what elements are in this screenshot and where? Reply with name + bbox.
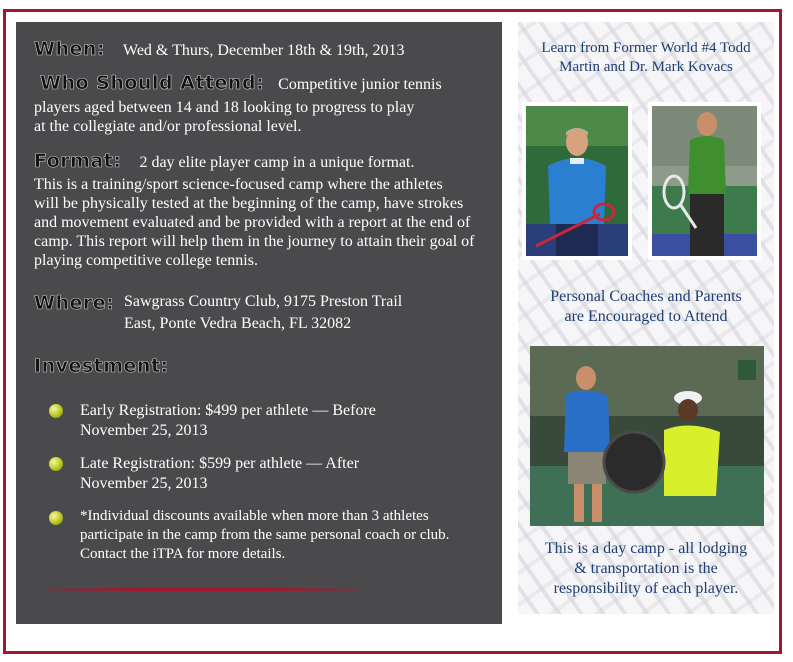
format-heading: Format:: [34, 150, 122, 172]
training-photo: [530, 346, 764, 526]
tennis-ball-bullet-icon: [49, 457, 63, 471]
tennis-ball-bullet-icon: [49, 511, 63, 525]
red-divider: [46, 588, 358, 591]
daycamp-line3: responsibility of each player.: [553, 580, 739, 597]
info-panel: [16, 22, 502, 624]
format-line6: playing competitive college tennis.: [34, 252, 258, 269]
daycamp-line1: This is a day camp - all lodging: [544, 540, 748, 557]
todd-martin-photo: [522, 102, 632, 260]
early-line1: Early Registration: $499 per athlete — Before: [80, 402, 376, 419]
discount-line2: participate in the camp from the same personal coach or club.: [80, 527, 450, 543]
daycamp-line2: & transportation is the: [574, 560, 718, 577]
format-line5: camp. This report will help them in the journey to attain their goal of: [34, 233, 475, 250]
who-line1: Competitive junior tennis: [278, 76, 442, 93]
when-heading: When:: [34, 38, 105, 60]
who-heading: Who Should Attend:: [40, 72, 265, 94]
format-line3: will be physically tested at the beginning of the camp, have strokes: [34, 195, 464, 212]
who-line2: players aged between 14 and 18 looking to progress to play: [34, 99, 415, 116]
coaches-line2: are Encouraged to Attend: [564, 308, 728, 325]
when-text: Wed & Thurs, December 18th & 19th, 2013: [123, 42, 405, 59]
late-line1: Late Registration: $599 per athlete — After: [80, 455, 360, 472]
late-line2: November 25, 2013: [80, 475, 208, 492]
learn-line1: Learn from Former World #4 Todd: [541, 40, 751, 56]
format-line1: 2 day elite player camp in a unique format.: [139, 154, 415, 171]
mark-kovacs-photo: [648, 102, 761, 260]
tennis-ball-bullet-icon: [49, 404, 63, 418]
investment-heading: Investment:: [34, 355, 169, 377]
coaches-line1: Personal Coaches and Parents: [550, 288, 742, 305]
format-line2: This is a training/sport science-focused camp where the athletes: [34, 176, 443, 193]
where-line1: Sawgrass Country Club, 9175 Preston Trail: [124, 293, 403, 310]
learn-line2: Martin and Dr. Mark Kovacs: [559, 59, 733, 75]
discount-line3: Contact the iTPA for more details.: [80, 546, 286, 562]
sidebar-panel: [518, 22, 774, 614]
early-line2: November 25, 2013: [80, 422, 208, 439]
who-line3: at the collegiate and/or professional level.: [34, 118, 302, 135]
where-heading: Where:: [34, 292, 115, 314]
where-line2: East, Ponte Vedra Beach, FL 32082: [124, 315, 352, 332]
discount-line1: *Individual discounts available when more than 3 athletes: [80, 508, 429, 524]
format-line4: and movement evaluated and be provided with a report at the end of: [34, 214, 471, 231]
